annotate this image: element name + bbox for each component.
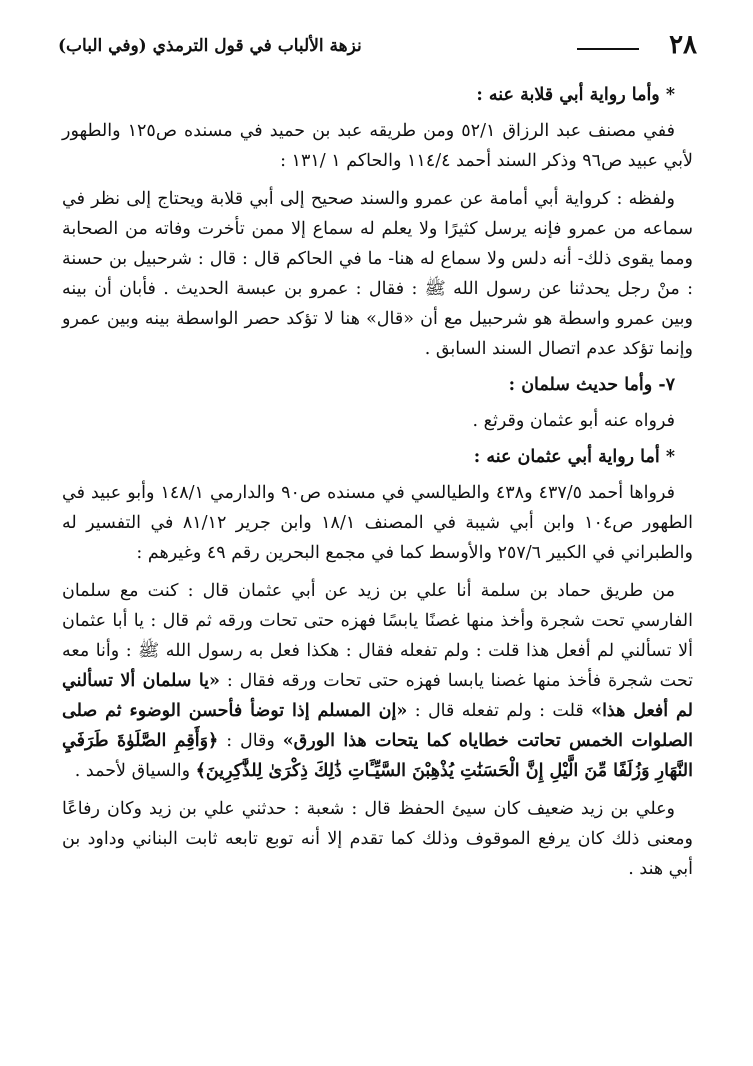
section-heading-abu-uthman: * أما رواية أبي عثمان عنه : xyxy=(473,447,675,467)
hadith-and-said: وقال : xyxy=(226,731,275,751)
hadith-narration: من طريق حماد بن سلمة أنا علي بن زيد عن أبي عثمان قال : كنت مع سلمان الفارسي تحت شجرة وأخذ منها غصنًا يابسًا فهزه حتى تحات ورقه ثم قال : يا أبا عثمان ألا تسألني لم أفعل هذا قلت : ولم تفعله فقال : هكذا فعل به رسول الله ﷺ : وأنا معه تحت شجرة فأخذ منها غصنا يابسا فهزه حتى تحات ورقه فقال : xyxy=(62,581,693,691)
paragraph-ali-ibn-zayd: وعلي بن زيد ضعيف كان سيئ الحفظ قال : شعبة : حدثني علي بن زيد وكان رفاعًا ومعنى ذلك كان يرفع الموقوف وذلك كما تقدم إلا أنه توبع تابعه ثابت البناني وداود بن أبي هند . xyxy=(62,799,693,879)
quran-verse: ﴿وَأَقِمِ الصَّلَوٰةَ طَرَفَيِ النَّهَارِ وَزُلَفًا مِّنَ الَّيْلِ إِنَّ الْحَسَنَٰتِ يُذْهِبْنَ السَّيِّـَٔاتِ ذَٰلِكَ ذِكْرَىٰ لِلذَّٰكِرِينَ﴾ xyxy=(62,731,693,781)
section-heading-abu-qilaba: * وأما رواية أبي قلابة عنه : xyxy=(476,85,675,105)
paragraph-wording: ولفظه : كرواية أبي أمامة عن عمرو والسند صحيح إلى أبي قلابة ويحتاج إلى نظر في سماعه من عمرو فإنه يرسل كثيرًا ولا يعلم له سماع إلا ممن تأخرت وفاته من الصحابة ومما يقوى ذلك- أنه دلس ولا سماع له هنا- ما في الحاكم قال : قال : شرحبيل بن حسنة : منْ رجل يحدثنا عن رسول الله ﷺ : فقال : عمرو بن عبسة الحديث . فأبان أن بينه وبين عمرو واسطة هو شرحبيل مع أن «قال» هنا لا تؤكد حصر الواسطة بينه وبين عمرو وإنما تؤكد عدم اتصال السند السابق . xyxy=(62,189,693,359)
paragraph-sources: فرواها أحمد ٤٣٧/٥ و٤٣٨ والطيالسي في مسنده ص٩٠ والدارمي ١٤٨/١ وأبو عبيد في الطهور ص١٠٤ وابن أبي شيبة في المصنف ١٨/١ وابن جرير ٨١/١٢ في التفسير له والطبراني في الكبير ٢٥٧/٦ والأوسط كما في مجمع البحرين رقم ٤٩ وغيرهم : xyxy=(62,483,693,563)
hadith-quote-muslim: «إن المسلم إذا توضأ فأحسن الوضوء ثم صلى الصلوات الخمس تحاتت خطاياه كما يتحات هذا الورق» xyxy=(62,701,693,751)
hadith-context-note: والسياق لأحمد . xyxy=(74,761,191,781)
section-heading-salman: ٧- وأما حديث سلمان : xyxy=(508,375,675,395)
page-header xyxy=(58,28,697,68)
page-body xyxy=(62,74,693,884)
hadith-reply: قلت : ولم تفعله قال : xyxy=(414,701,584,721)
header-rule xyxy=(577,48,639,50)
paragraph-hadith xyxy=(62,576,693,786)
paragraph-narrators: فرواه عنه أبو عثمان وقرثع . xyxy=(472,411,675,431)
running-title: نزهة الألباب في قول الترمذي (وفي الباب) xyxy=(58,36,362,56)
paragraph-abdurrazzaq: ففي مصنف عبد الرزاق ٥٢/١ ومن طريقه عبد بن حميد في مسنده ص١٢٥ والطهور لأبي عبيد ص٩٦ وذكر السند أحمد ١١٤/٤ والحاكم ١ /١٣١ : xyxy=(62,121,693,171)
hadith-quote-salman: «يا سلمان ألا تسألني لم أفعل هذا» xyxy=(62,671,693,721)
page-number: ٢٨ xyxy=(669,30,697,60)
